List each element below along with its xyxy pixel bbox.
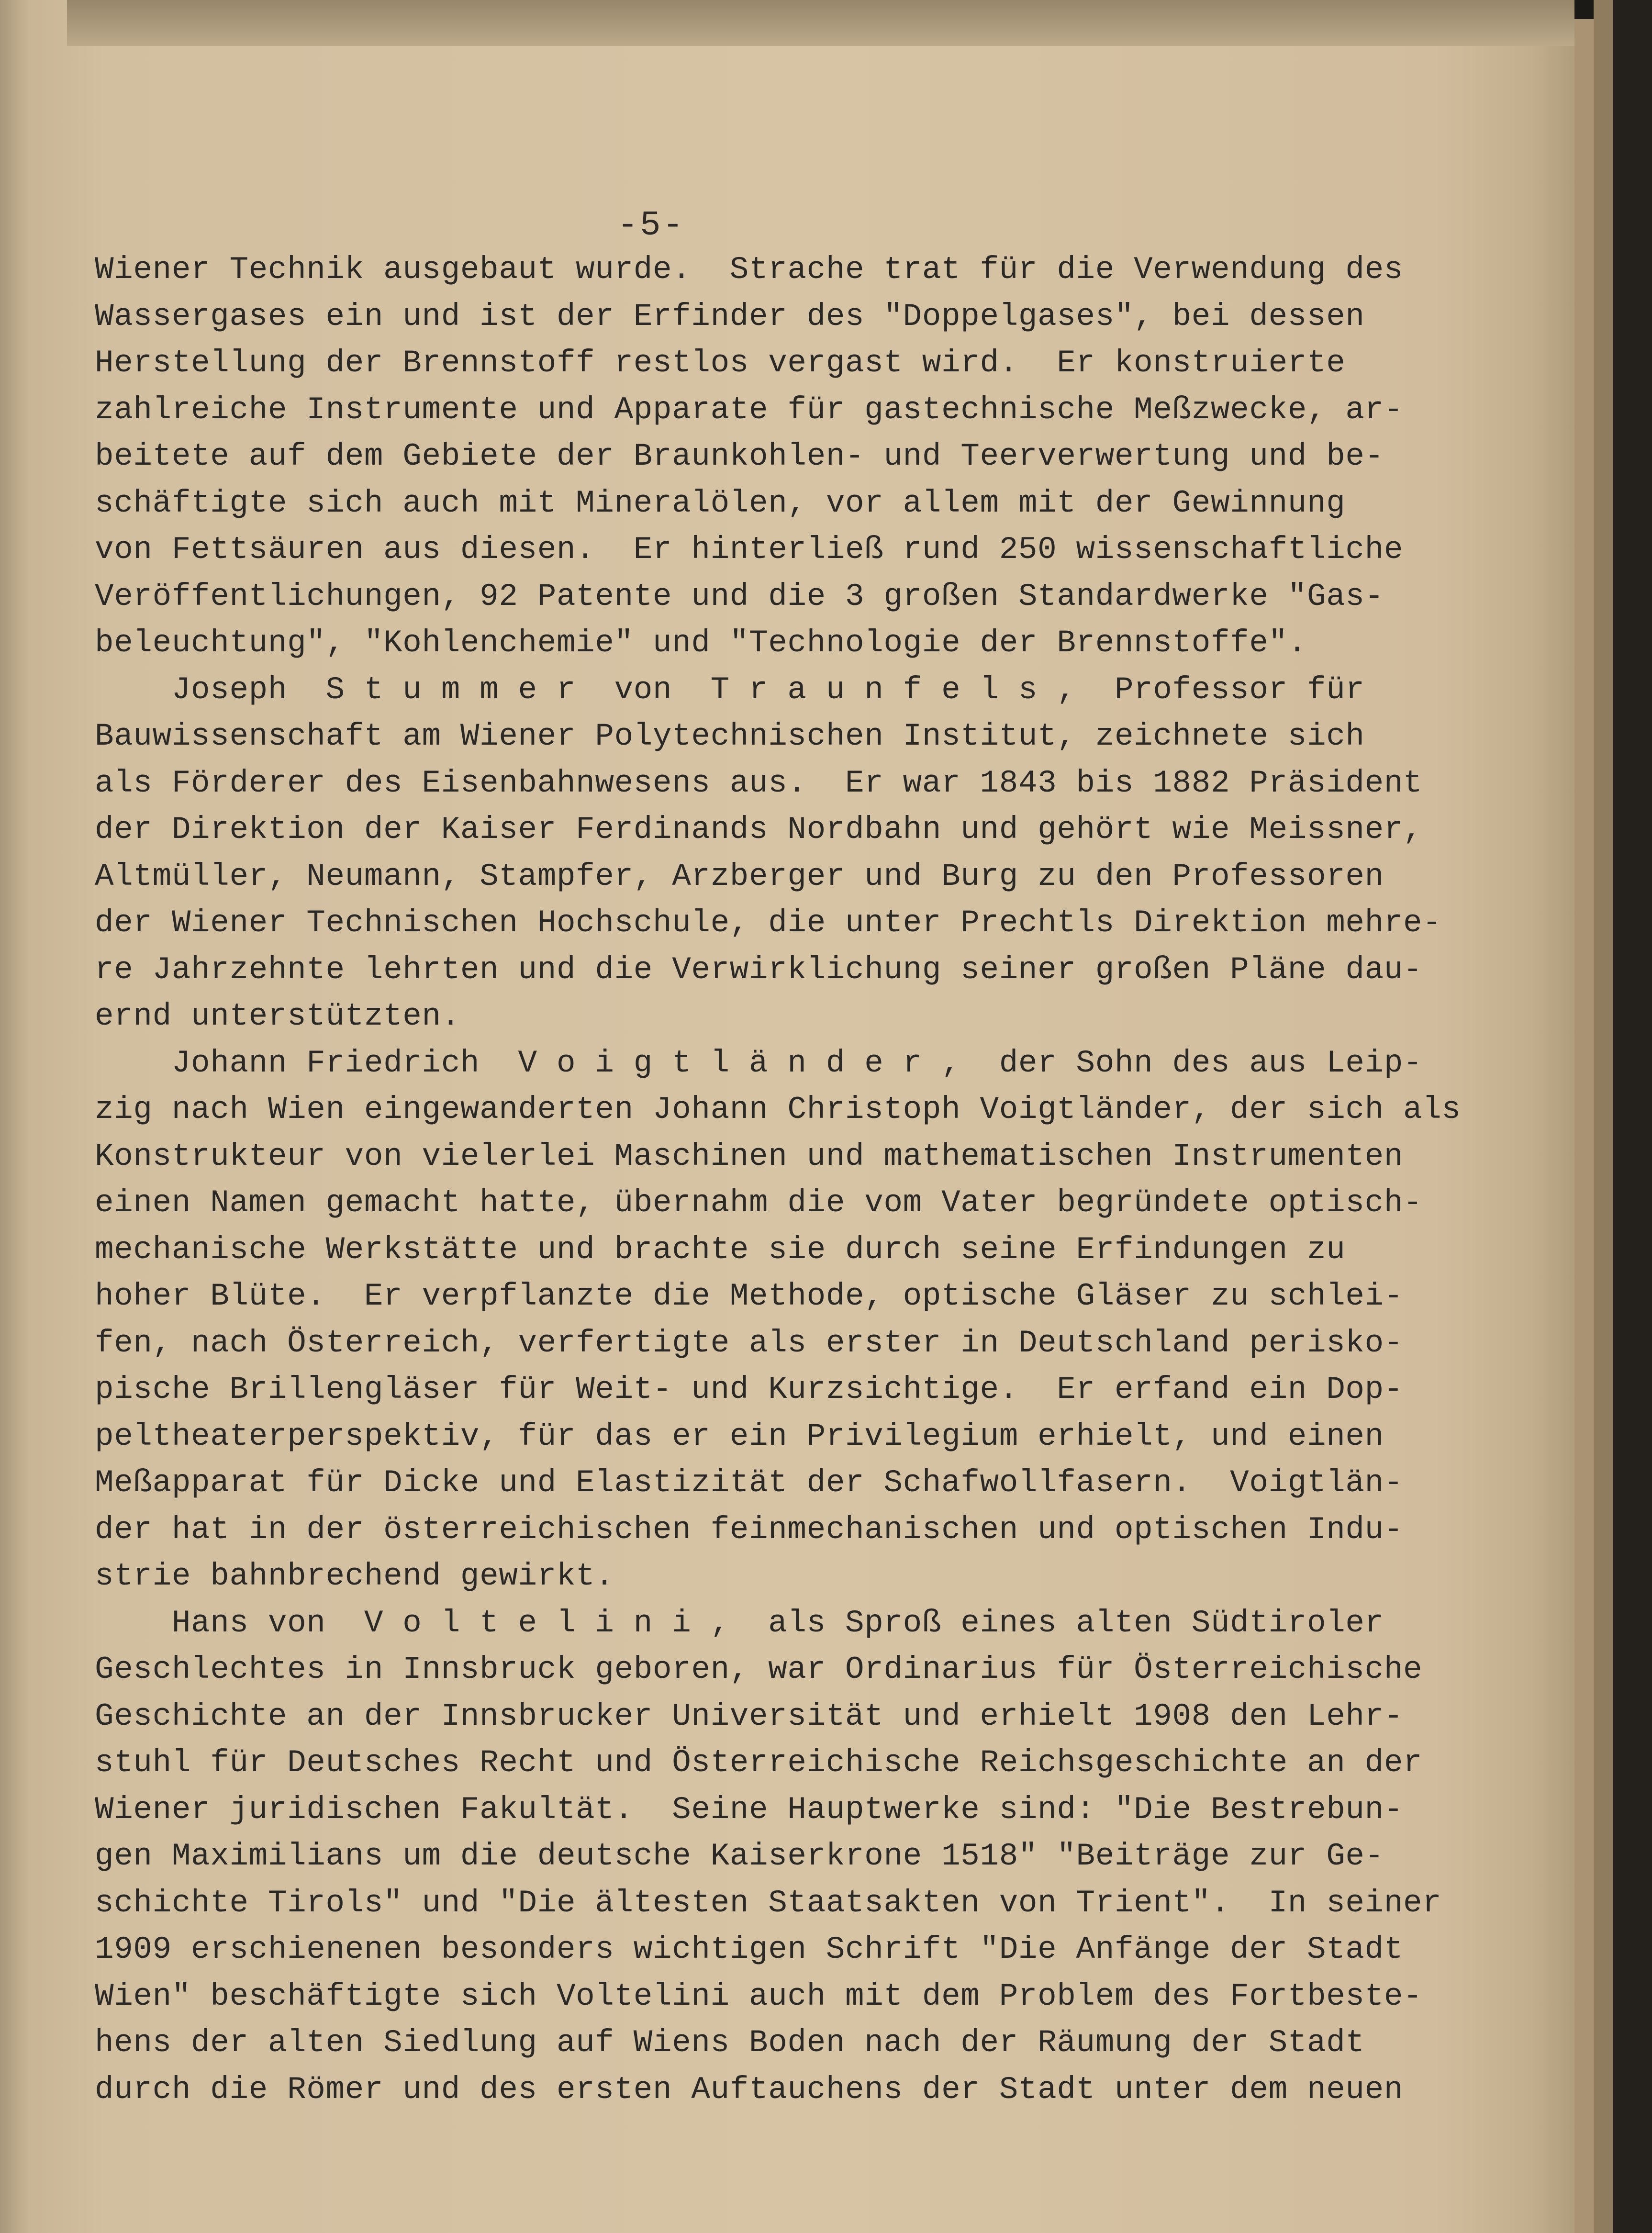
text-line: zig nach Wien eingewanderten Johann Christoph Voigtländer, der sich als	[95, 1092, 1461, 1128]
text-line: der hat in der österreichischen feinmechanischen und optischen Indu-	[95, 1511, 1404, 1548]
page-edge	[1574, 19, 1594, 2233]
text-line: schäftigte sich auch mit Mineralölen, vor allem mit der Gewinnung	[95, 485, 1346, 521]
text-line: beitete auf dem Gebiete der Braunkohlen- und Teerverwertung und be-	[95, 438, 1384, 474]
text-line: stuhl für Deutsches Recht und Österreichische Reichsgeschichte an der	[95, 1745, 1423, 1781]
text-line: 1909 erschienenen besonders wichtigen Schrift "Die Anfänge der Stadt	[95, 1932, 1404, 1967]
text-line: mechanische Werkstätte und brachte sie durch seine Erfindungen zu	[95, 1231, 1346, 1268]
text-line: hoher Blüte. Er verpflanzte die Methode, optische Gläser zu schlei-	[95, 1278, 1404, 1314]
page-edge-stack	[1594, 0, 1613, 2233]
text-line: Geschlechtes in Innsbruck geboren, war Ordinarius für Österreichische	[95, 1652, 1423, 1687]
text-line: der Wiener Technischen Hochschule, die unter Prechtls Direktion mehre-	[95, 905, 1442, 941]
text-line: schichte Tirols" und "Die ältesten Staatsakten von Trient". In seiner	[95, 1885, 1442, 1921]
text-line: Johann Friedrich V o i g t l ä n d e r , der Sohn des aus Leip-	[95, 1045, 1423, 1081]
text-line: einen Namen gemacht hatte, übernahm die vom Vater begründete optisch-	[95, 1185, 1423, 1221]
text-line: re Jahrzehnte lehrten und die Verwirklichung seiner großen Pläne dau-	[95, 951, 1423, 988]
text-line: strie bahnbrechend gewirkt.	[95, 1558, 614, 1594]
text-line: Hans von V o l t e l i n i , als Sproß eines alten Südtiroler	[95, 1605, 1384, 1641]
text-line: als Förderer des Eisenbahnwesens aus. Er war 1843 bis 1882 Präsident	[95, 765, 1423, 801]
text-line: Joseph S t u m m e r von T r a u n f e l s , Professor für	[95, 671, 1365, 708]
text-line: ernd unterstützten.	[95, 998, 460, 1034]
text-line: gen Maximilians um die deutsche Kaiserkrone 1518" "Beiträge zur Ge-	[95, 1838, 1384, 1874]
text-line: Meßapparat für Dicke und Elastizität der Schafwollfasern. Voigtlän-	[95, 1465, 1404, 1501]
text-line: fen, nach Österreich, verfertigte als erster in Deutschland perisko-	[95, 1325, 1404, 1361]
text-line: hens der alten Siedlung auf Wiens Boden nach der Räumung der Stadt	[95, 2025, 1365, 2061]
text-line: Herstellung der Brennstoff restlos vergast wird. Er konstruierte	[95, 345, 1346, 381]
text-line: peltheaterperspektiv, für das er ein Privilegium erhielt, und einen	[95, 1418, 1384, 1454]
text-line: durch die Römer und des ersten Auftauchens der Stadt unter dem neuen	[95, 2071, 1404, 2108]
text-line: pische Brillengläser für Weit- und Kurzsichtige. Er erfand ein Dop-	[95, 1372, 1404, 1407]
text-line: beleuchtung", "Kohlenchemie" und "Technologie der Brennstoffe".	[95, 625, 1307, 661]
text-line: Wassergases ein und ist der Erfinder des "Doppelgases", bei dessen	[95, 298, 1365, 335]
text-line: Altmüller, Neumann, Stampfer, Arzberger und Burg zu den Professoren	[95, 858, 1384, 894]
text-line: Wiener juridischen Fakultät. Seine Hauptwerke sind: "Die Bestrebun-	[95, 1791, 1404, 1828]
text-line: Wiener Technik ausgebaut wurde. Strache trat für die Verwendung des	[95, 252, 1404, 288]
page-top-shadow	[67, 0, 1574, 46]
text-line: zahlreiche Instrumente und Apparate für gastechnische Meßzwecke, ar-	[95, 391, 1404, 428]
text-line: der Direktion der Kaiser Ferdinands Nordbahn und gehört wie Meissner,	[95, 812, 1423, 848]
text-line: von Fettsäuren aus diesen. Er hinterließ rund 250 wissenschaftliche	[95, 532, 1404, 568]
text-line: Bauwissenschaft am Wiener Polytechnischen Institut, zeichnete sich	[95, 718, 1365, 754]
text-line: Wien" beschäftigte sich Voltelini auch mit dem Problem des Fortbeste-	[95, 1978, 1423, 2014]
text-line: Geschichte an der Innsbrucker Universität und erhielt 1908 den Lehr-	[95, 1698, 1404, 1734]
page-number: -5-	[617, 206, 685, 245]
body-text	[95, 246, 1521, 2113]
text-line: Veröffentlichungen, 92 Patente und die 3 großen Standardwerke "Gas-	[95, 578, 1384, 614]
text-line: Konstrukteur von vielerlei Maschinen und mathematischen Instrumenten	[95, 1138, 1404, 1174]
background-edge	[1613, 0, 1652, 2233]
